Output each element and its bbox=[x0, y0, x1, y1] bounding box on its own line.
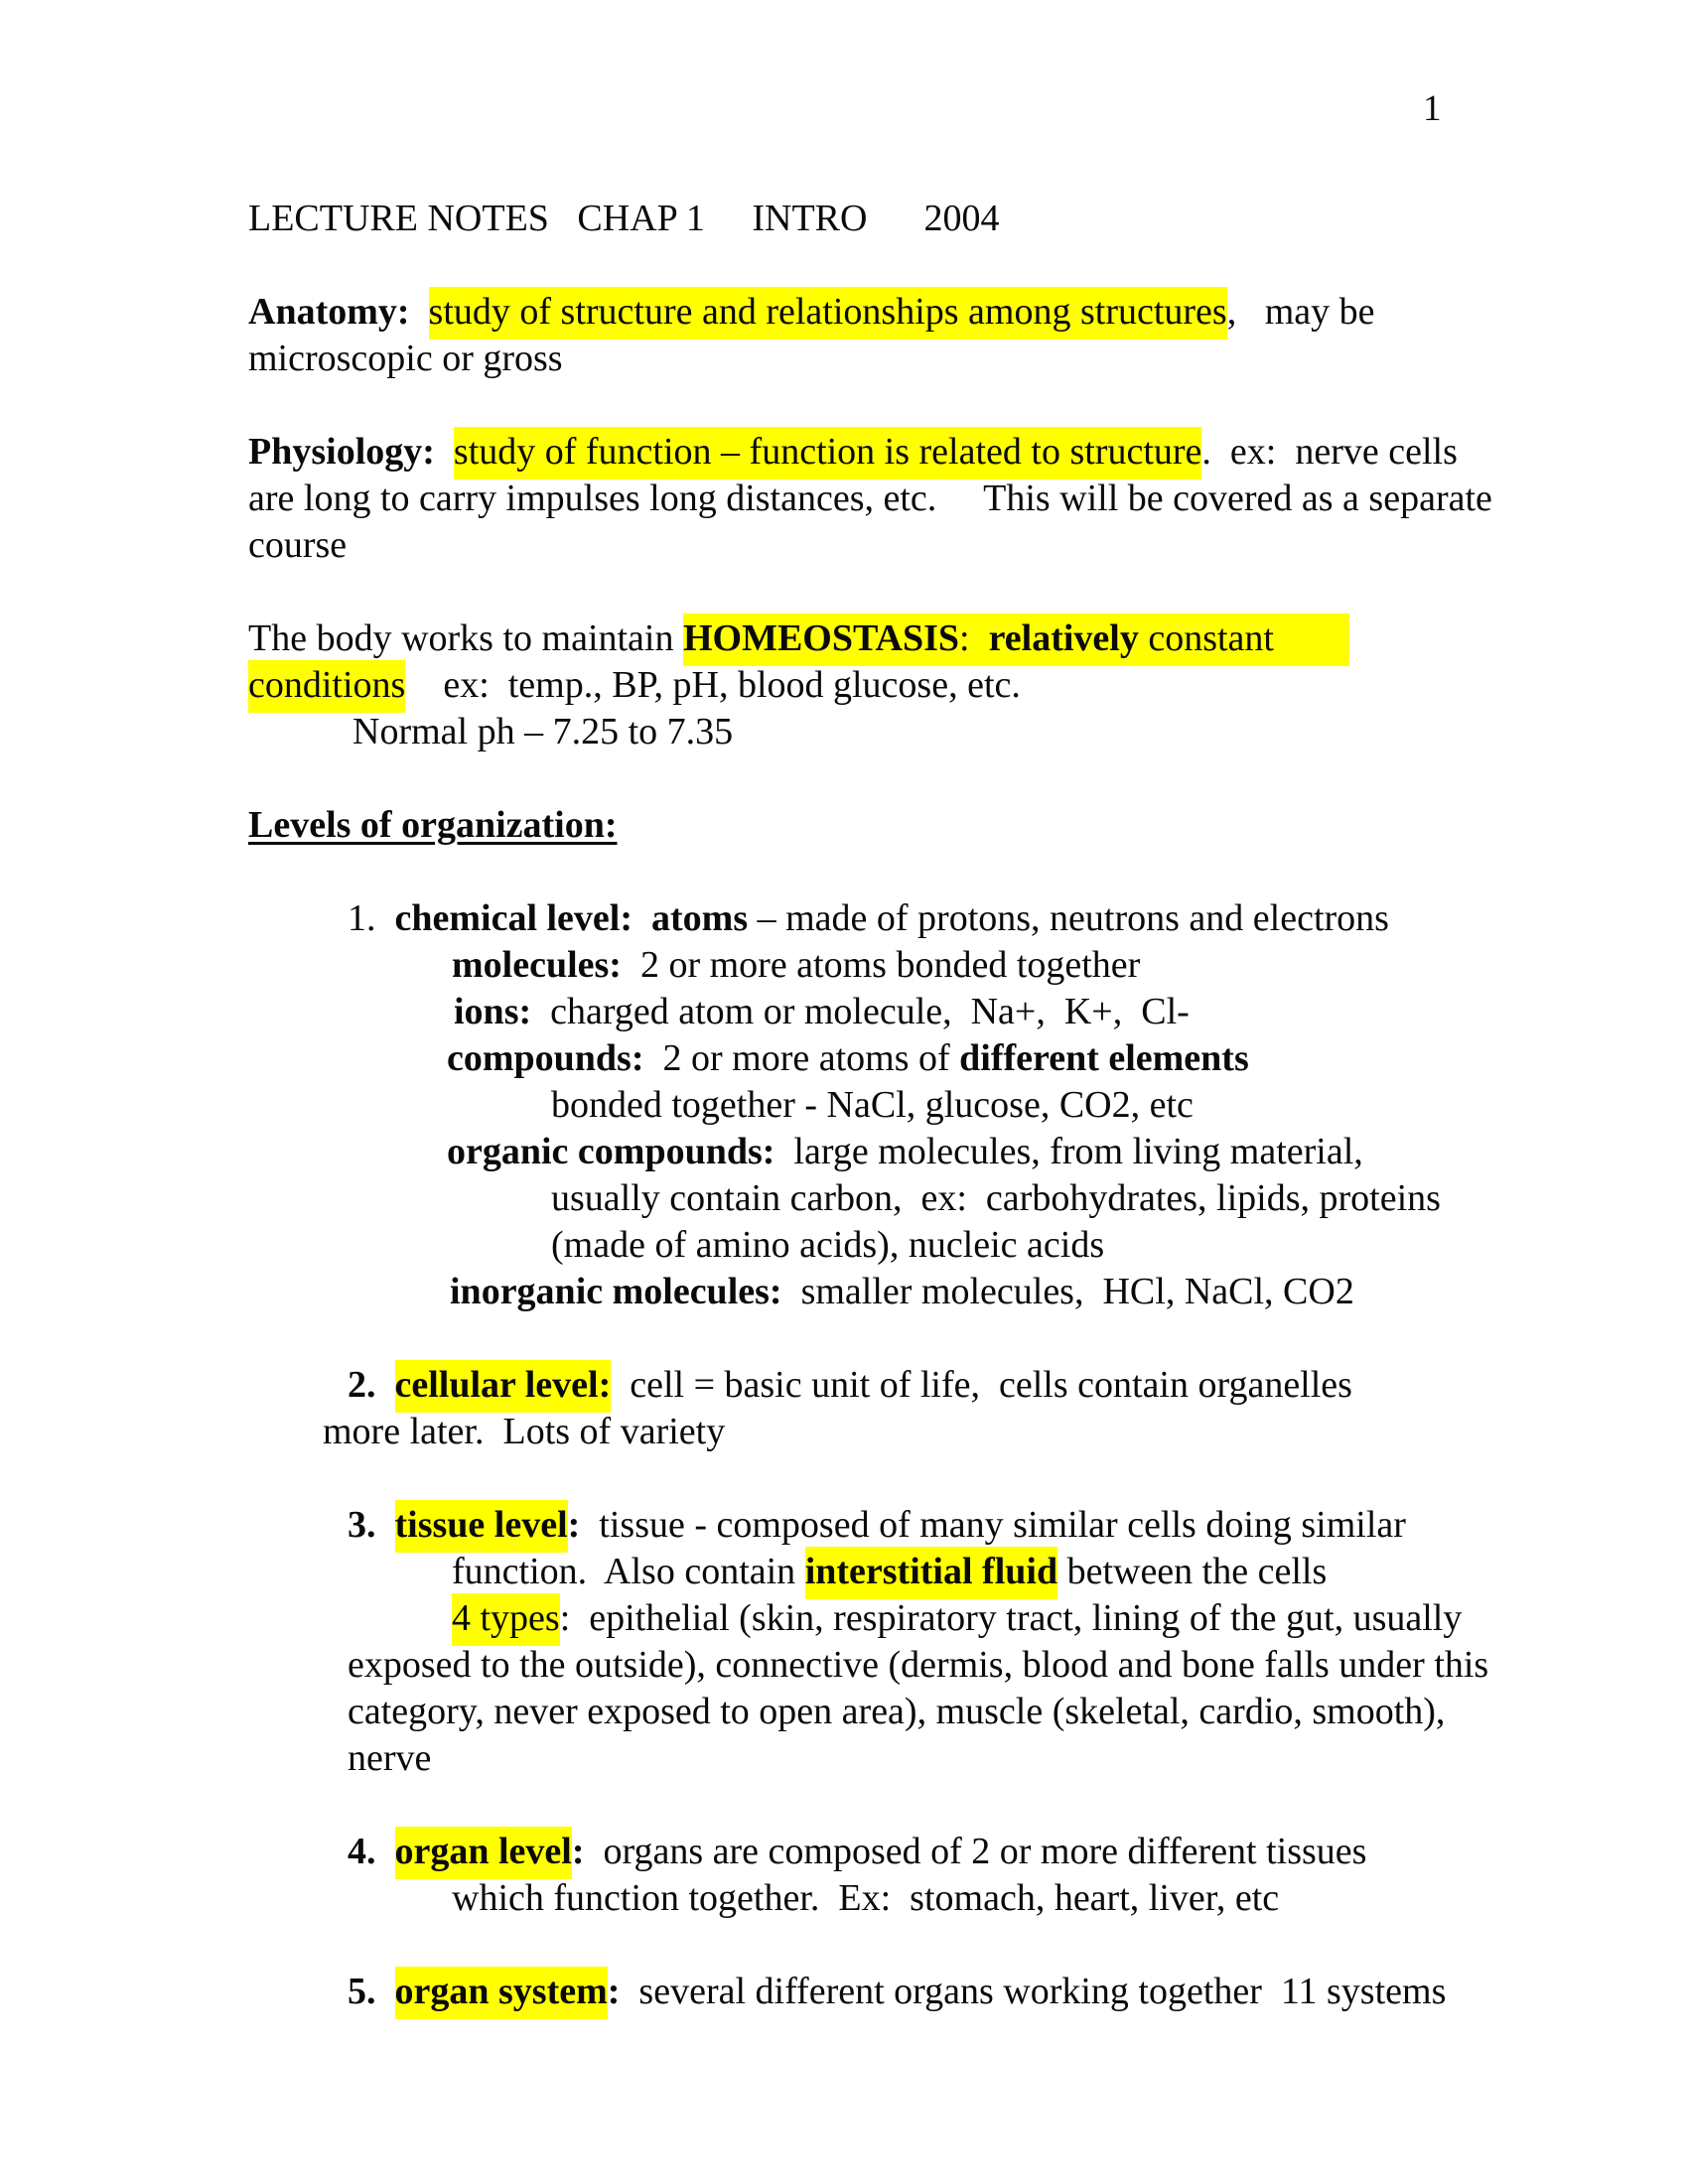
highlighted-text: constant bbox=[1139, 614, 1349, 666]
highlighted-text: conditions bbox=[248, 660, 405, 713]
text-run: 4. bbox=[348, 1831, 376, 1872]
text-run: : bbox=[607, 1971, 621, 2012]
text-run bbox=[376, 1364, 395, 1406]
paragraph-spacer bbox=[248, 1455, 1559, 1502]
text-run: cell = basic unit of life, cells contain organelles bbox=[611, 1364, 1352, 1406]
item-5-organ-system bbox=[248, 1969, 1559, 2015]
item-3-tissue-level bbox=[248, 1502, 1559, 1782]
text-run: course bbox=[248, 524, 348, 566]
physiology-paragraph-line-1 bbox=[248, 429, 1559, 476]
paragraph-spacer bbox=[248, 382, 1559, 429]
text-run: organs are composed of 2 or more different tissues bbox=[584, 1831, 1367, 1872]
item-2-cellular-level-line-2 bbox=[323, 1409, 1559, 1455]
highlighted-text: study of structure and relationships among structures bbox=[429, 287, 1227, 340]
highlighted-text: HOMEOSTASIS bbox=[683, 614, 959, 666]
text-run: between the cells bbox=[1057, 1551, 1328, 1592]
text-run: (made of amino acids), nucleic acids bbox=[551, 1224, 1105, 1266]
homeostasis-paragraph bbox=[248, 615, 1559, 755]
item-3-tissue-level-line-1 bbox=[348, 1502, 1559, 1549]
highlighted-text: : bbox=[959, 614, 989, 666]
highlighted-text: tissue level bbox=[395, 1500, 568, 1553]
item-3-tissue-level-line-6 bbox=[348, 1735, 1559, 1782]
text-run bbox=[376, 1971, 395, 2012]
item-3-tissue-level-line-2 bbox=[452, 1549, 1559, 1595]
anatomy-paragraph-line-2 bbox=[248, 336, 1559, 382]
item-3-tissue-level-line-4 bbox=[348, 1642, 1559, 1689]
text-run: which function together. Ex: stomach, heart, liver, etc bbox=[452, 1877, 1280, 1919]
text-run: different elements bbox=[959, 1037, 1249, 1079]
page-number: 1 bbox=[1423, 88, 1442, 129]
text-run: category, never exposed to open area), muscle (skeletal, cardio, smooth), bbox=[348, 1691, 1446, 1732]
text-run: more later. Lots of variety bbox=[323, 1411, 726, 1452]
item-1-chemical-level bbox=[248, 895, 1559, 1315]
paragraph-spacer bbox=[248, 242, 1559, 289]
text-run: nerve bbox=[348, 1737, 432, 1779]
item-1-chemical-level-line-7 bbox=[551, 1175, 1559, 1222]
text-run: bonded together - NaCl, glucose, CO2, etc bbox=[551, 1084, 1194, 1126]
text-run bbox=[376, 1831, 395, 1872]
homeostasis-paragraph-line-1 bbox=[248, 615, 1559, 662]
text-run: smaller molecules, HCl, NaCl, CO2 bbox=[781, 1271, 1354, 1312]
item-1-chemical-level-line-1 bbox=[348, 895, 1559, 942]
text-run: 3. bbox=[348, 1504, 376, 1546]
text-run: 2 or more atoms of bbox=[643, 1037, 960, 1079]
text-run: Physiology: bbox=[248, 431, 435, 473]
item-4-organ-level bbox=[248, 1829, 1559, 1922]
homeostasis-paragraph-line-3 bbox=[352, 709, 1559, 755]
text-run: compounds: bbox=[447, 1037, 644, 1079]
text-run bbox=[410, 291, 429, 333]
text-run: – made of protons, neutrons and electrons bbox=[748, 897, 1389, 939]
text-run: The body works to maintain bbox=[248, 617, 683, 659]
text-run: exposed to the outside), connective (dermis, blood and bone falls under this bbox=[348, 1644, 1489, 1686]
text-run: : epithelial (skin, respiratory tract, lining of the gut, usually bbox=[559, 1597, 1463, 1639]
text-run: Anatomy: bbox=[248, 291, 410, 333]
item-1-chemical-level-line-3 bbox=[454, 989, 1559, 1035]
text-run: usually contain carbon, ex: carbohydrates, lipids, proteins bbox=[551, 1177, 1441, 1219]
text-run: ions: bbox=[454, 991, 532, 1032]
highlighted-text: organ system bbox=[395, 1967, 608, 2019]
text-run: : bbox=[567, 1504, 581, 1546]
item-1-chemical-level-line-2 bbox=[452, 942, 1559, 989]
text-run: microscopic or gross bbox=[248, 338, 563, 379]
text-run: 2. bbox=[348, 1364, 376, 1406]
paragraph-spacer bbox=[248, 1315, 1559, 1362]
text-run: charged atom or molecule, Na+, K+, Cl- bbox=[531, 991, 1190, 1032]
item-4-organ-level-line-1 bbox=[348, 1829, 1559, 1875]
highlighted-text: cellular level: bbox=[395, 1360, 612, 1413]
text-run: function. Also contain bbox=[452, 1551, 805, 1592]
physiology-paragraph-line-3 bbox=[248, 522, 1559, 569]
levels-of-organization-heading bbox=[248, 802, 1559, 849]
item-3-tissue-level-line-5 bbox=[348, 1689, 1559, 1735]
item-4-organ-level-line-2 bbox=[452, 1875, 1559, 1922]
text-run: chemical level: atoms bbox=[394, 897, 749, 939]
item-1-chemical-level-line-6 bbox=[447, 1129, 1559, 1175]
paragraph-spacer bbox=[248, 755, 1559, 802]
item-1-chemical-level-line-8 bbox=[551, 1222, 1559, 1269]
item-1-chemical-level-line-4 bbox=[447, 1035, 1559, 1082]
anatomy-paragraph bbox=[248, 289, 1559, 382]
item-2-cellular-level-line-1 bbox=[348, 1362, 1559, 1409]
text-run: 2 or more atoms bonded together bbox=[621, 944, 1141, 986]
text-run: inorganic molecules: bbox=[450, 1271, 782, 1312]
physiology-paragraph-line-2 bbox=[248, 476, 1559, 522]
highlighted-text: study of function – function is related to structure bbox=[454, 427, 1202, 479]
homeostasis-paragraph-line-2 bbox=[248, 662, 1559, 709]
text-run: Normal ph – 7.25 to 7.35 bbox=[352, 711, 734, 752]
text-run: are long to carry impulses long distances, etc. This will be covered as a separate bbox=[248, 478, 1492, 519]
text-run: LECTURE NOTES CHAP 1 INTRO 2004 bbox=[248, 198, 1000, 239]
text-run: , may be bbox=[1226, 291, 1375, 333]
text-run: 5. bbox=[348, 1971, 376, 2012]
levels-of-organization-heading-line-1 bbox=[248, 802, 1559, 849]
physiology-paragraph bbox=[248, 429, 1559, 569]
paragraph-spacer bbox=[248, 1922, 1559, 1969]
text-run: ex: temp., BP, pH, blood glucose, etc. bbox=[405, 664, 1021, 706]
document-content bbox=[248, 196, 1559, 2015]
item-1-chemical-level-line-9 bbox=[450, 1269, 1559, 1315]
text-run: 1. bbox=[348, 897, 395, 939]
highlighted-text: 4 types bbox=[452, 1593, 560, 1646]
text-run bbox=[435, 431, 454, 473]
text-run: molecules: bbox=[452, 944, 622, 986]
text-run: large molecules, from living material, bbox=[774, 1131, 1363, 1172]
text-run: . ex: nerve cells bbox=[1201, 431, 1458, 473]
item-3-tissue-level-line-3 bbox=[452, 1595, 1559, 1642]
paragraph-spacer bbox=[248, 849, 1559, 895]
paragraph-spacer bbox=[248, 1782, 1559, 1829]
highlighted-text: interstitial fluid bbox=[805, 1547, 1057, 1599]
text-run: tissue - composed of many similar cells doing similar bbox=[580, 1504, 1406, 1546]
text-run bbox=[376, 1504, 395, 1546]
underlined-heading-text: Levels of organization: bbox=[248, 804, 618, 846]
text-run: : bbox=[571, 1831, 585, 1872]
title bbox=[248, 196, 1559, 242]
item-1-chemical-level-line-5 bbox=[551, 1082, 1559, 1129]
paragraph-spacer bbox=[248, 569, 1559, 615]
highlighted-text: organ level bbox=[395, 1827, 572, 1879]
text-run: organic compounds: bbox=[447, 1131, 775, 1172]
text-run: several different organs working together 11 systems bbox=[620, 1971, 1447, 2012]
title-line-1 bbox=[248, 196, 1559, 242]
item-2-cellular-level bbox=[248, 1362, 1559, 1455]
highlighted-text: relatively bbox=[989, 614, 1139, 666]
item-5-organ-system-line-1 bbox=[348, 1969, 1559, 2015]
anatomy-paragraph-line-1 bbox=[248, 289, 1559, 336]
